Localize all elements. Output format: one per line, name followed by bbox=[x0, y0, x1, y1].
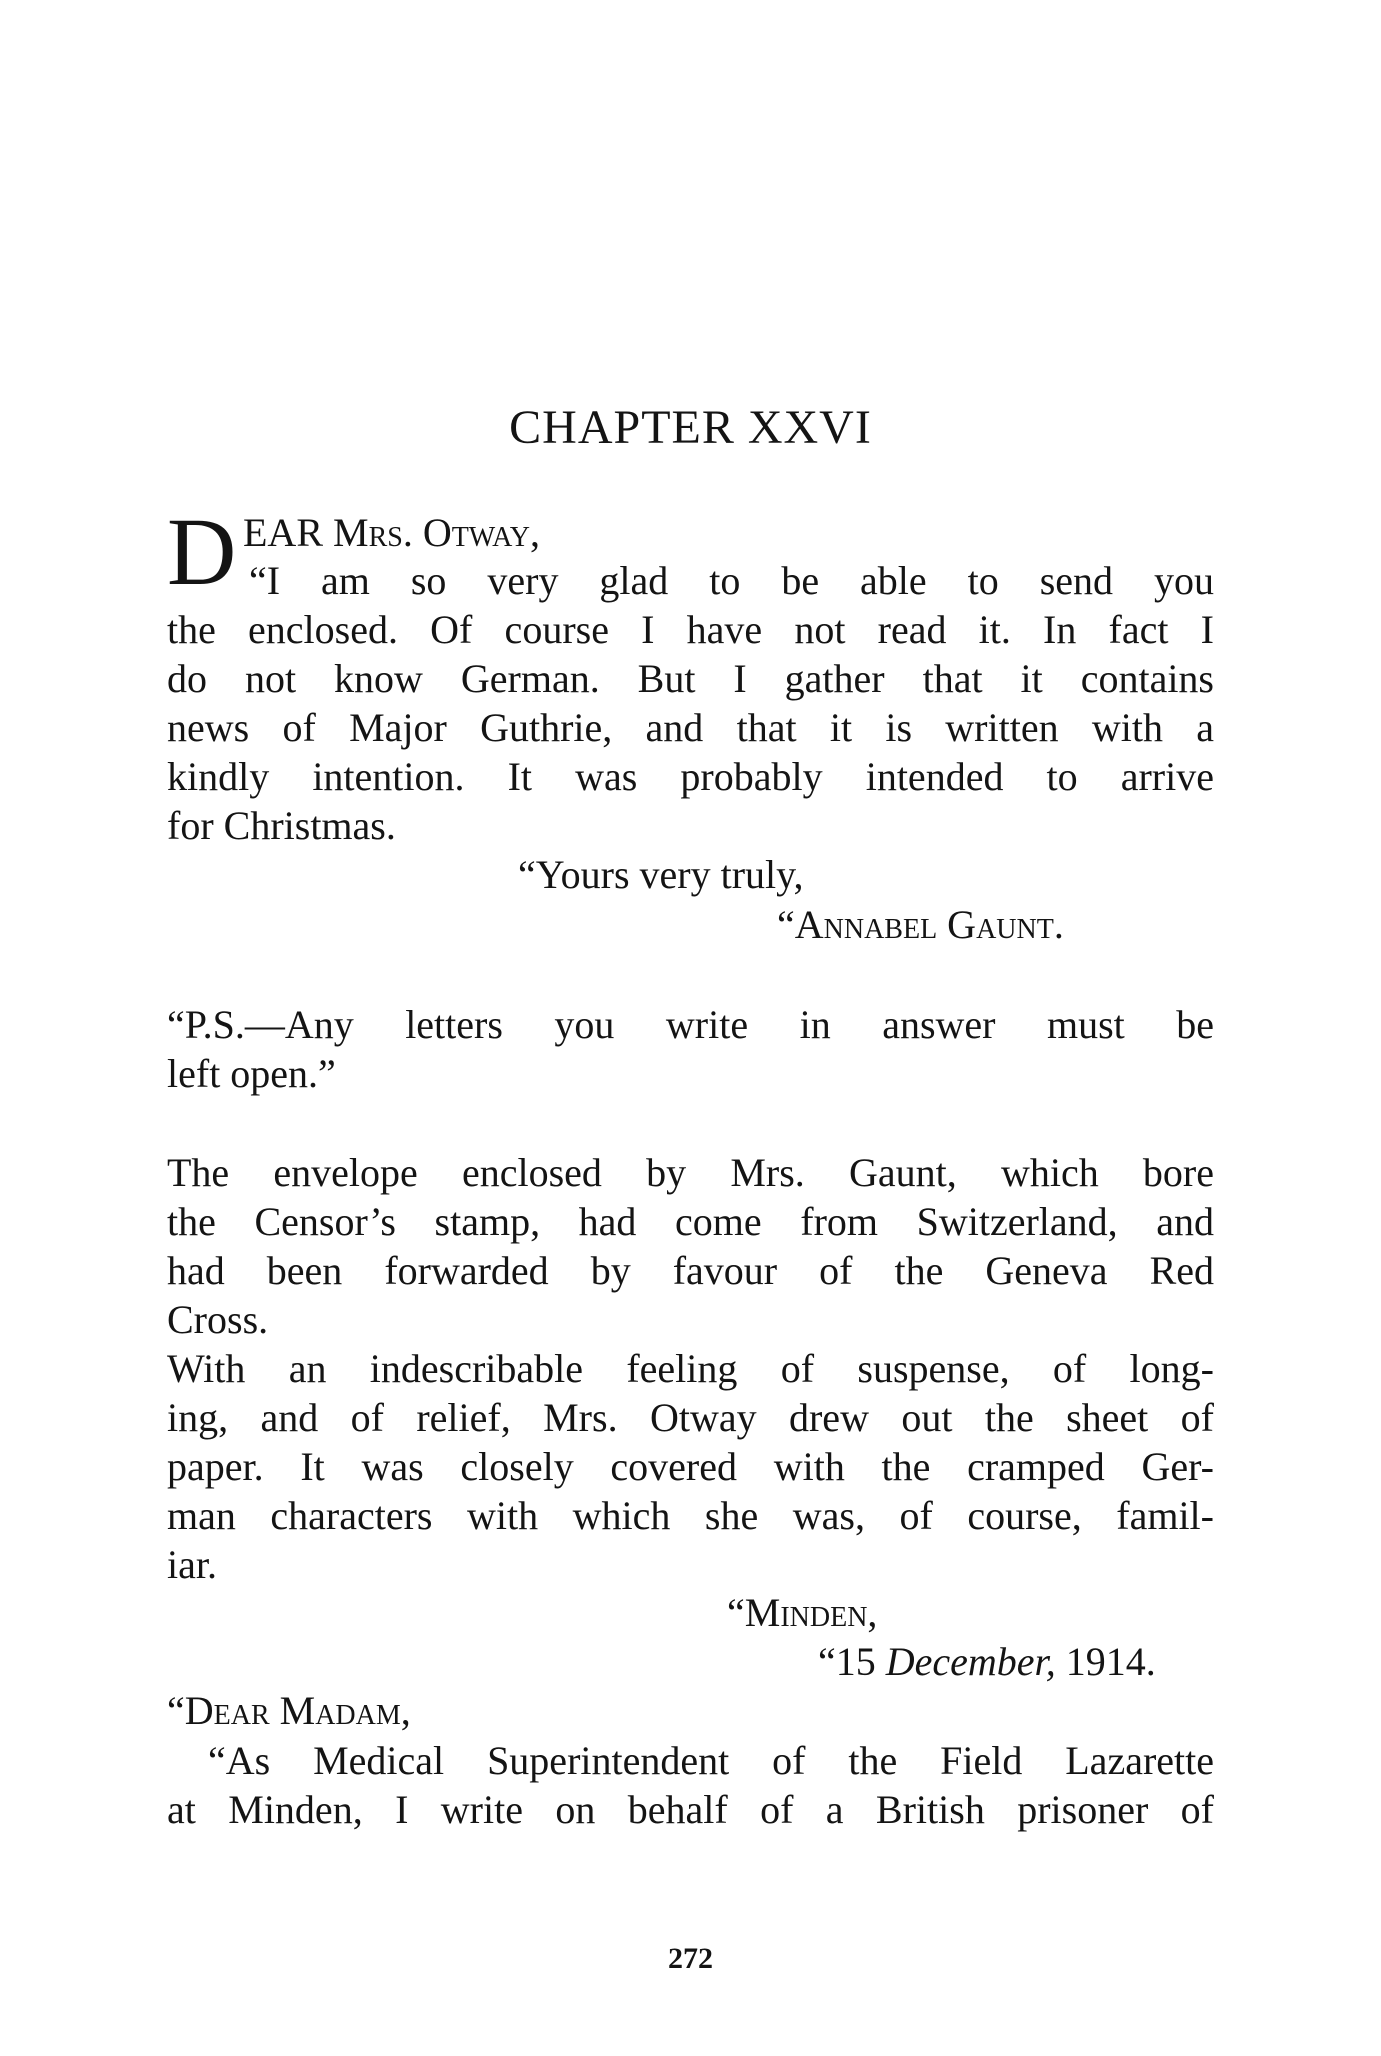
letter-place: “Minden, bbox=[727, 1590, 878, 1635]
letter-salutation-2: “Dear Madam, bbox=[167, 1688, 411, 1733]
paragraph-suspense bbox=[167, 1344, 1214, 1589]
letter-salutation: EAR Mrs. Otway, bbox=[243, 510, 540, 555]
letter-line: news of Major Guthrie, and that it is written with a bbox=[167, 705, 1214, 750]
letter-line: kindly intention. It was probably intended to arrive bbox=[167, 754, 1214, 799]
page-number: 272 bbox=[668, 1942, 713, 1975]
letter-date bbox=[818, 1637, 1156, 1686]
date-year: 1914. bbox=[1055, 1639, 1156, 1684]
paragraph-line: With an indescribable feeling of suspense, of long- bbox=[167, 1346, 1214, 1391]
letter-line: “As Medical Superintendent of the Field Lazarette bbox=[208, 1738, 1214, 1783]
letter-signature: “Annabel Gaunt. bbox=[777, 902, 1064, 947]
letter-line: do not know German. But I gather that it contains bbox=[167, 656, 1214, 701]
paragraph-line: ing, and of relief, Mrs. Otway drew out the sheet of bbox=[167, 1395, 1214, 1440]
paragraph-envelope bbox=[167, 1148, 1214, 1344]
letter-closing: “Yours very truly, bbox=[518, 852, 804, 897]
letter-line: for Christmas. bbox=[167, 803, 396, 848]
paragraph-line: Cross. bbox=[167, 1297, 269, 1342]
postscript-line: left open.” bbox=[167, 1051, 336, 1096]
date-month: December, bbox=[885, 1639, 1056, 1684]
letter-line: at Minden, I write on behalf of a British prisoner of bbox=[167, 1787, 1214, 1832]
letter-body-2 bbox=[167, 1736, 1214, 1834]
letter-line: “I am so very glad to be able to send you bbox=[249, 558, 1214, 603]
postscript bbox=[167, 1000, 1214, 1098]
date-day: “15 bbox=[818, 1639, 886, 1684]
paragraph-line: man characters with which she was, of course, famil- bbox=[167, 1493, 1214, 1538]
drop-cap: D bbox=[167, 498, 237, 605]
letter-body bbox=[167, 556, 1214, 850]
postscript-line: “P.S.—Any letters you write in answer must be bbox=[167, 1002, 1214, 1047]
letter-line: the enclosed. Of course I have not read it. In fact I bbox=[167, 607, 1214, 652]
paragraph-line: The envelope enclosed by Mrs. Gaunt, which bore bbox=[167, 1150, 1214, 1195]
paragraph-line: paper. It was closely covered with the cramped Ger- bbox=[167, 1444, 1214, 1489]
paragraph-line: the Censor’s stamp, had come from Switzerland, and bbox=[167, 1199, 1214, 1244]
paragraph-line: iar. bbox=[167, 1542, 217, 1587]
paragraph-line: had been forwarded by favour of the Geneva Red bbox=[167, 1248, 1214, 1293]
chapter-title: CHAPTER XXVI bbox=[509, 401, 872, 454]
